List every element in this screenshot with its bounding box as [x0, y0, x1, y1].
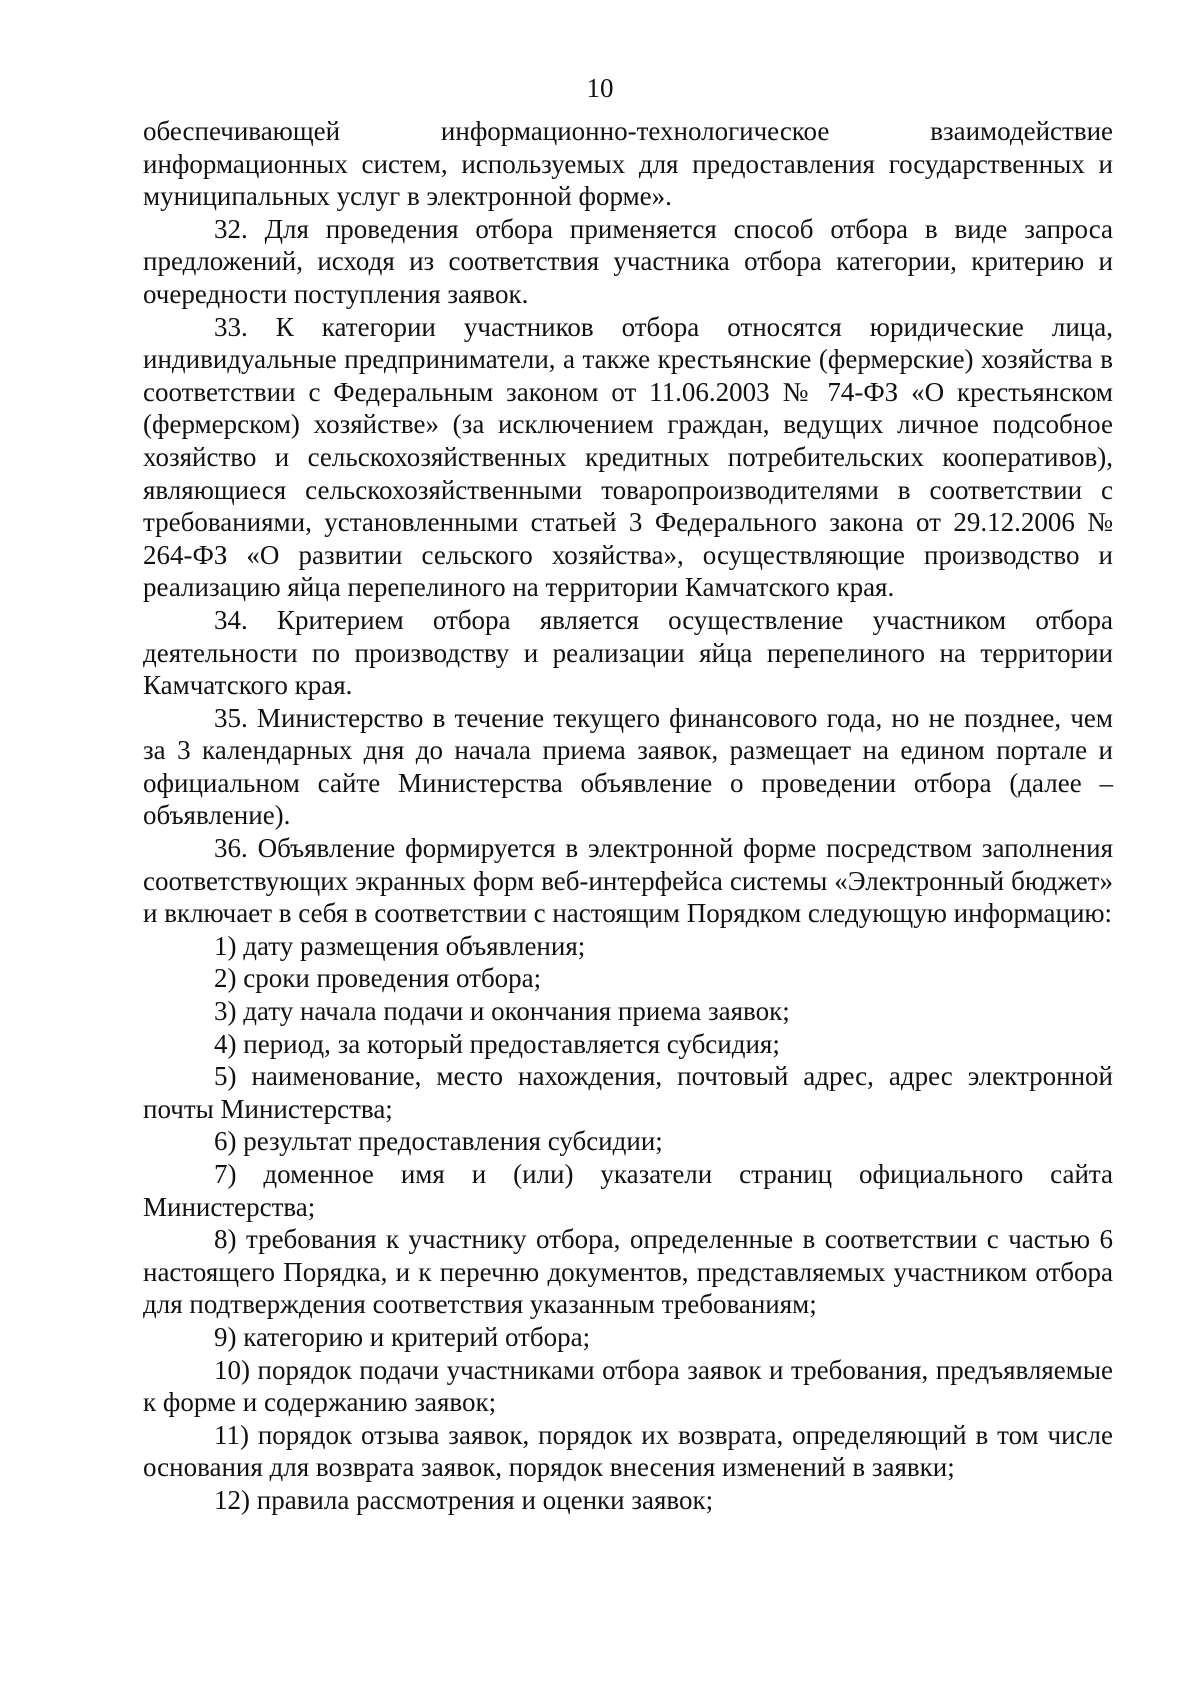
list-item-2: 2) сроки проведения отбора;	[214, 963, 542, 994]
page-number: 10	[586, 73, 614, 103]
list-item-4: 4) период, за который предоставляется субсидия;	[214, 1028, 780, 1059]
paragraph-continuation: обеспечивающей информационно-технологическое взаимодействие информационных систем, используемых для предоставления государственных и муниципальных услуг в электронной форме».	[143, 116, 1113, 212]
list-item-1: 1) дату размещения объявления;	[214, 930, 586, 961]
list-item-5: 5) наименование, место нахождения, почтовый адрес, адрес электронной почты Министерства;	[143, 1061, 1113, 1124]
list-item-10: 10) порядок подачи участниками отбора заявок и требования, предъявляемые к форме и содержанию заявок;	[143, 1354, 1113, 1418]
paragraph-32: 32. Для проведения отбора применяется способ отбора в виде запроса предложений, исходя из соответствия участника отбора категории, критерию и очередности поступления заявок.	[143, 213, 1113, 309]
list-item-12: 12) правила рассмотрения и оценки заявок;	[214, 1484, 714, 1515]
paragraph-33: 33. К категории участников отбора относятся юридические лица, индивидуальные предприниматели, а также крестьянские (фермерские) хозяйства в соответствии с Федеральным законом от 11.06.2003 № 74-ФЗ «О крестьянском (фермерском) хозяйстве» (за исключением граждан, ведущих личное подсобное хозяйство и сельскохозяйственных кредитных потребительских кооперативов), являющиеся сельскохозяйственными товаропроизводителями в соответствии с требованиями, установленными статьей 3 Федерального закона от 29.12.2006 № 264-ФЗ «О развитии сельского хозяйства», осуществляющие производство и реализацию яйца перепелиного на территории Камчатского края.	[143, 311, 1113, 603]
paragraph-36: 36. Объявление формируется в электронной форме посредством заполнения соответствующих экранных форм веб-интерфейса системы «Электронный бюджет» и включает в себя в соответствии с настоящим Порядком следующую информацию:	[143, 833, 1113, 929]
list-item-9: 9) категорию и критерий отбора;	[214, 1321, 591, 1352]
list-item-3: 3) дату начала подачи и окончания приема заявок;	[214, 996, 790, 1027]
list-item-6: 6) результат предоставления субсидии;	[214, 1126, 663, 1157]
list-item-8: 8) требования к участнику отбора, определенные в соответствии с частью 6 настоящего Порядка, и к перечню документов, представляемых участником отбора для подтверждения соответствия указанным требованиям;	[143, 1224, 1113, 1320]
list-item-7: 7) доменное имя и (или) указатели страниц официального сайта Министерства;	[143, 1159, 1113, 1222]
document-body	[143, 115, 1113, 1517]
paragraph-35: 35. Министерство в течение текущего финансового года, но не позднее, чем за 3 календарных дня до начала приема заявок, размещает на едином портале и официальном сайте Министерства объявление о проведении отбора (далее – объявление).	[143, 702, 1113, 831]
list-item-11: 11) порядок отзыва заявок, порядок их возврата, определяющий в том числе основания для возврата заявок, порядок внесения изменений в заявки;	[143, 1419, 1113, 1483]
paragraph-34: 34. Критерием отбора является осуществление участником отбора деятельности по производству и реализации яйца перепелиного на территории Камчатского края.	[143, 604, 1113, 701]
